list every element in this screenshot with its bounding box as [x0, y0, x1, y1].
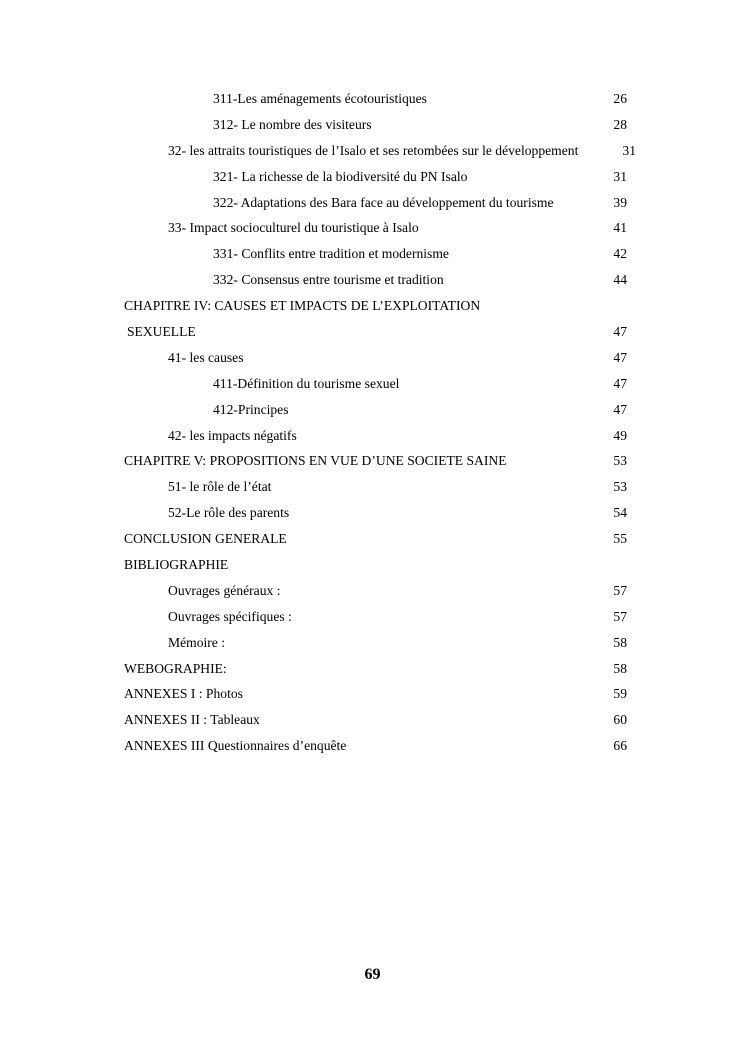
toc-entry — [0, 630, 745, 656]
toc-entry — [0, 578, 745, 604]
toc-entry-page: 58 — [613, 634, 627, 650]
toc-entry-label: 321- La richesse de la biodiversité du PN Isalo — [213, 168, 468, 184]
toc-chapter-entry — [0, 319, 745, 345]
page-number: 69 — [364, 966, 381, 983]
toc-entry — [0, 138, 745, 164]
toc-chapter-entry — [0, 448, 745, 474]
toc-entry-label: 322- Adaptations des Bara face au développement du tourisme — [213, 194, 554, 210]
toc-entry — [0, 474, 745, 500]
toc-entry-page: 47 — [613, 349, 627, 365]
toc-entry — [0, 86, 745, 112]
toc-chapter-entry — [0, 733, 745, 759]
toc-entry-label: 331- Conflits entre tradition et modernisme — [213, 246, 449, 262]
table-of-contents — [0, 86, 745, 759]
toc-entry — [0, 500, 745, 526]
toc-entry-page: 39 — [613, 194, 627, 210]
toc-entry-label: WEBOGRAPHIE: — [124, 660, 227, 676]
toc-entry-page: 49 — [613, 427, 627, 443]
toc-entry-page: 47 — [613, 375, 627, 391]
toc-entry — [0, 215, 745, 241]
toc-entry-page: 55 — [613, 531, 627, 547]
toc-entry — [0, 267, 745, 293]
toc-entry-label: 332- Consensus entre tourisme et tradition — [213, 272, 444, 288]
toc-entry-label: ANNEXES I : Photos — [124, 686, 243, 702]
toc-entry — [0, 371, 745, 397]
toc-entry — [0, 190, 745, 216]
toc-entry-label: 312- Le nombre des visiteurs — [213, 116, 372, 132]
toc-entry-label: 42- les impacts négatifs — [168, 427, 297, 443]
toc-entry-page: 66 — [613, 738, 627, 754]
toc-entry-label: 33- Impact socioculturel du touristique à Isalo — [168, 220, 419, 236]
toc-entry — [0, 112, 745, 138]
toc-entry-label: 32- les attraits touristiques de l’Isalo et ses retombées sur le développement — [168, 142, 579, 158]
toc-entry-page: 47 — [613, 324, 627, 340]
toc-entry-label: 411-Définition du tourisme sexuel — [213, 375, 400, 391]
toc-entry-page: 41 — [613, 220, 627, 236]
toc-entry-page: 26 — [613, 91, 627, 106]
toc-entry-page: 60 — [613, 712, 627, 728]
toc-entry — [0, 345, 745, 371]
toc-entry-page: 47 — [613, 401, 627, 417]
toc-entry-label: SEXUELLE — [127, 324, 196, 340]
toc-entry-label: Ouvrages spécifiques : — [168, 608, 292, 624]
toc-entry-page: 31 — [622, 142, 636, 158]
toc-entry-label: 311-Les aménagements écotouristiques — [213, 91, 427, 106]
toc-entry-label: 51- le rôle de l’état — [168, 479, 272, 495]
toc-entry-label: 41- les causes — [168, 349, 244, 365]
toc-entry-page: 42 — [613, 246, 627, 262]
toc-entry-page: 53 — [613, 453, 627, 469]
toc-chapter-entry — [0, 293, 745, 319]
toc-entry-label: CONCLUSION GENERALE — [124, 531, 287, 547]
toc-entry — [0, 604, 745, 630]
toc-chapter-entry — [0, 707, 745, 733]
toc-entry-label: CHAPITRE IV: CAUSES ET IMPACTS DE L’EXPLOITATION — [124, 298, 481, 314]
toc-entry-label: ANNEXES II : Tableaux — [124, 712, 260, 728]
toc-entry-label: CHAPITRE V: PROPOSITIONS EN VUE D’UNE SOCIETE SAINE — [124, 453, 507, 469]
toc-entry-label: Ouvrages généraux : — [168, 582, 281, 598]
toc-entry-page: 59 — [613, 686, 627, 702]
toc-entry-page: 28 — [613, 116, 627, 132]
toc-chapter-entry — [0, 526, 745, 552]
toc-entry-page: 57 — [613, 608, 627, 624]
toc-entry — [0, 241, 745, 267]
toc-entry-page: 58 — [613, 660, 627, 676]
toc-chapter-entry — [0, 656, 745, 682]
toc-entry-label: Mémoire : — [168, 634, 226, 650]
toc-entry-page: 44 — [613, 272, 627, 288]
toc-entry-page: 54 — [613, 505, 627, 521]
toc-entry-label: 52-Le rôle des parents — [168, 505, 290, 521]
toc-entry — [0, 164, 745, 190]
toc-chapter-entry — [0, 552, 745, 578]
toc-entry-label: 412-Principes — [213, 401, 289, 417]
toc-entry-page: 57 — [613, 582, 627, 598]
toc-entry — [0, 397, 745, 423]
toc-entry — [0, 423, 745, 449]
toc-chapter-entry — [0, 681, 745, 707]
toc-entry-label: BIBLIOGRAPHIE — [124, 557, 229, 573]
toc-entry-page: 31 — [613, 168, 627, 184]
toc-entry-page: 53 — [613, 479, 627, 495]
toc-entry-label: ANNEXES III Questionnaires d’enquête — [124, 738, 347, 754]
